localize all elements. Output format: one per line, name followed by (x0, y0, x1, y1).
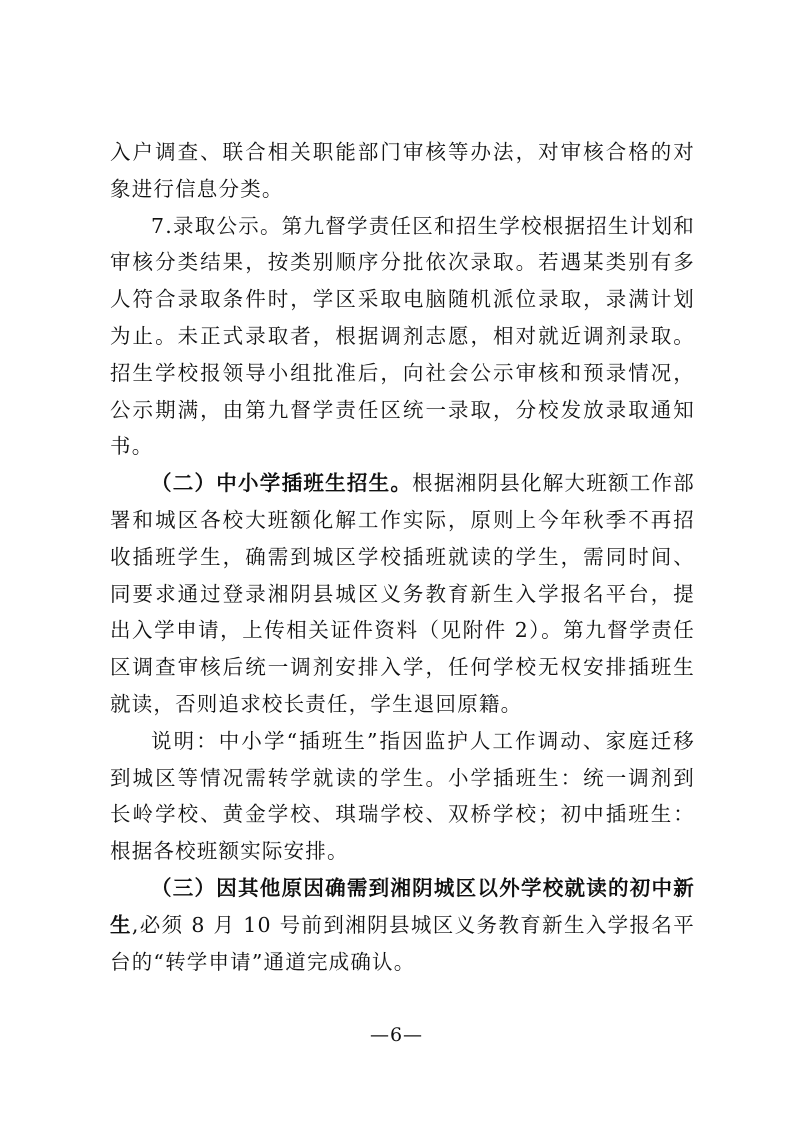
section-heading-2: （二）中小学插班生招生。 (151, 471, 413, 496)
paragraph-1 (110, 134, 695, 208)
paragraph-4 (110, 723, 695, 870)
paragraph-3 (110, 465, 695, 723)
paragraph-2-text: 7.录取公示。第九督学责任区和招生学校根据招生计划和审核分类结果，按类别顺序分批依次录取。若遇某类别有多人符合录取条件时，学区采取电脑随机派位录取，录满计划为止。未正式录取者，根据调剂志愿，相对就近调剂录取。招生学校报领导小组批准后，向社会公示审核和预录情况，公示期满，由第九督学责任区统一录取，分校发放录取通知书。 (110, 213, 695, 459)
paragraph-3-text: 根据湘阴县化解大班额工作部署和城区各校大班额化解工作实际，原则上今年秋季不再招收插班学生，确需到城区学校插班就读的学生，需同时间、同要求通过登录湘阴县城区义务教育新生入学报名平台，提出入学申请，上传相关证件资料（见附件 2）。第九督学责任区调查审核后统一调剂安排入学，任何学校无权安排插班生就读，否则追求校长责任，学生退回原籍。 (110, 471, 695, 716)
section-heading-3: （三）因其他原因确需到湘阴城区以外学校就读的初中新生 (110, 875, 695, 937)
paragraph-5 (110, 870, 695, 980)
paragraph-2 (110, 208, 695, 466)
paragraph-5-text: ,必须 8 月 10 号前到湘阴县城区义务教育新生入学报名平台的“转学申请”通道完成确认。 (110, 912, 695, 974)
page-number: —6— (369, 1024, 424, 1046)
document-body (110, 134, 695, 980)
paragraph-4-text: 说明：中小学“插班生”指因监护人工作调动、家庭迁移到城区等情况需转学就读的学生。小学插班生：统一调剂到长岭学校、黄金学校、琪瑞学校、双桥学校；初中插班生：根据各校班额实际安排。 (110, 728, 695, 864)
paragraph-1-text: 入户调查、联合相关职能部门审核等办法，对审核合格的对象进行信息分类。 (110, 140, 695, 201)
